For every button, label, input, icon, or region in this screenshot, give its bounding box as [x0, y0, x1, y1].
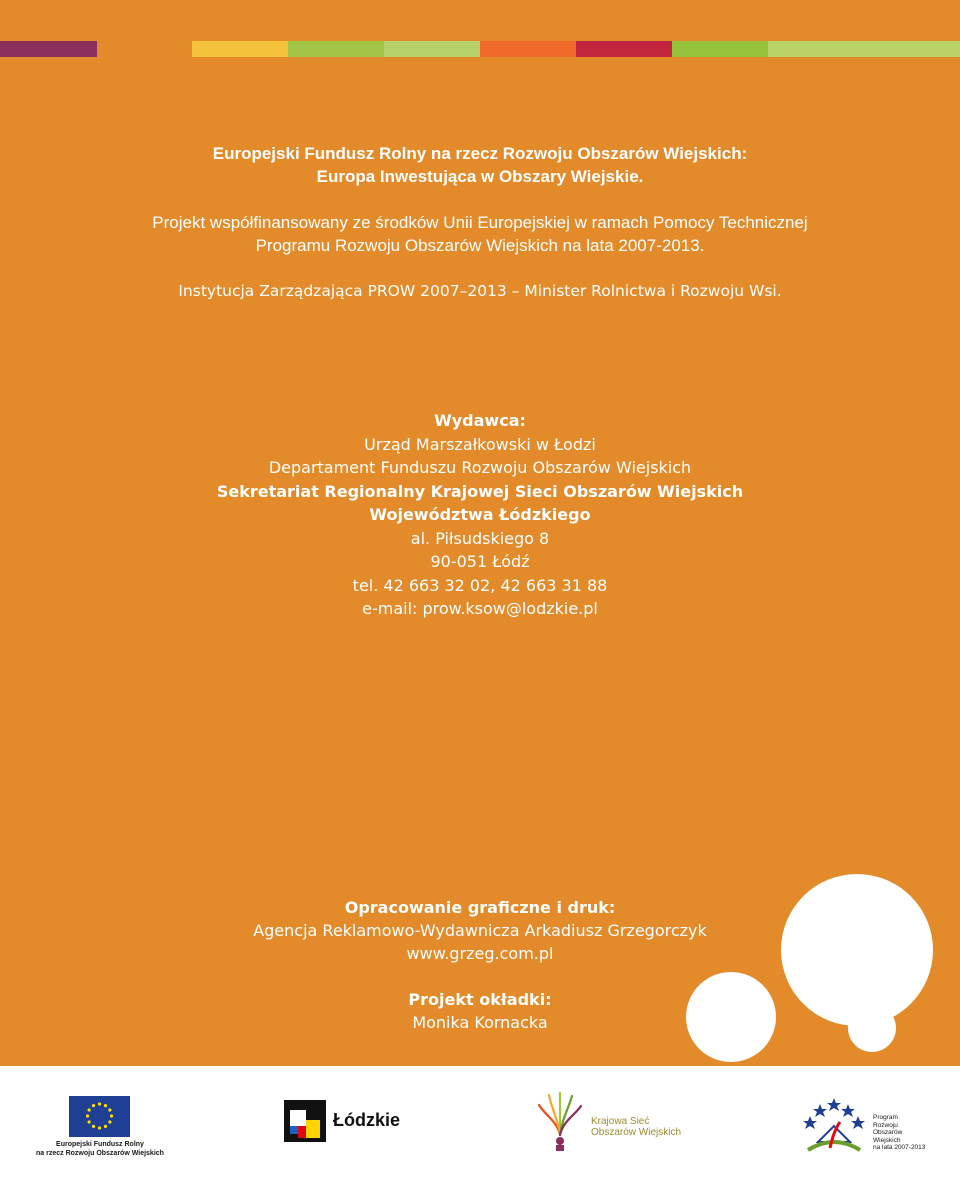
- funding-line-5: Instytucja Zarządzająca PROW 2007–2013 – Minister Rolnictwa i Rozwoju Wsi.: [178, 282, 782, 300]
- eu-caption-line: na rzecz Rozwoju Obszarów Wiejskich: [36, 1150, 164, 1157]
- decorative-circle-medium: [686, 972, 776, 1062]
- funding-line-2: Europa Inwestująca w Obszary Wiejskie.: [316, 167, 644, 186]
- publisher-address: al. Piłsudskiego 8: [410, 528, 550, 548]
- prow-logo-icon: [800, 1090, 868, 1156]
- stripe-segment: [288, 41, 384, 57]
- decorative-circle-small: [848, 1004, 896, 1052]
- publisher-phone: tel. 42 663 32 02, 42 663 31 88: [352, 575, 608, 595]
- ksow-logo-line: Krajowa Sieć: [591, 1116, 650, 1127]
- publisher-info: [0, 409, 960, 621]
- stripe-segment: [672, 41, 768, 57]
- graphic-heading: Opracowanie graficzne i druk:: [344, 898, 616, 917]
- graphic-agency: Agencja Reklamowo-Wydawnicza Arkadiusz Grzegorczyk: [253, 921, 707, 940]
- prow-logo-line: na lata 2007-2013: [873, 1144, 926, 1151]
- eu-flag-icon: [69, 1096, 130, 1137]
- funding-line-1: Europejski Fundusz Rolny na rzecz Rozwoju Obszarów Wiejskich:: [212, 144, 748, 163]
- top-color-stripes: [0, 41, 960, 57]
- ksow-logo-text: [591, 1116, 681, 1138]
- ksow-logo-icon: [535, 1091, 585, 1153]
- lodzkie-logo-icon: [284, 1100, 326, 1142]
- stripe-segment: [480, 41, 576, 57]
- publisher-line: Sekretariat Regionalny Krajowej Sieci Obszarów Wiejskich: [216, 481, 744, 501]
- prow-logo-line: Rozwoju: [873, 1121, 898, 1129]
- publisher-line: Departament Funduszu Rozwoju Obszarów Wiejskich: [268, 458, 692, 477]
- eu-caption-line: Europejski Fundusz Rolny: [56, 1141, 144, 1148]
- cover-author: Monika Kornacka: [412, 1013, 548, 1032]
- publisher-line: Województwa Łódzkiego: [369, 505, 591, 524]
- funding-line-4: Programu Rozwoju Obszarów Wiejskich na lata 2007-2013.: [255, 236, 705, 255]
- prow-logo-line: Obszarów: [873, 1129, 903, 1136]
- prow-logo-line: Wiejskich: [873, 1136, 901, 1144]
- prow-logo-text: [873, 1114, 925, 1152]
- cover-heading: Projekt okładki:: [408, 990, 552, 1009]
- logo-footer: [0, 1066, 960, 1189]
- stripe-segment: [192, 41, 288, 57]
- publisher-line: Urząd Marszałkowski w Łodzi: [364, 434, 596, 454]
- stripe-segment: [0, 41, 97, 57]
- funding-line-3: Projekt współfinansowany ze środków Unii Europejskiej w ramach Pomocy Technicznej: [152, 213, 808, 232]
- publisher-heading: Wydawca:: [434, 411, 526, 430]
- eu-logo-caption: [30, 1140, 170, 1158]
- publisher-postcode: 90-051 Łódź: [430, 552, 530, 571]
- stripe-segment: [576, 41, 672, 57]
- funding-info: [0, 142, 960, 303]
- decorative-circle-large: [781, 874, 933, 1026]
- stripe-segment: [768, 41, 960, 57]
- ksow-logo-line: Obszarów Wiejskich: [591, 1127, 682, 1138]
- graphic-website: www.grzeg.com.pl: [406, 944, 554, 963]
- publisher-email: e-mail: prow.ksow@lodzkie.pl: [362, 599, 598, 618]
- prow-logo-line: Program: [873, 1114, 898, 1121]
- stripe-segment: [384, 41, 480, 57]
- lodzkie-logo-text: Łódzkie: [333, 1110, 401, 1130]
- stripe-segment: [97, 41, 192, 57]
